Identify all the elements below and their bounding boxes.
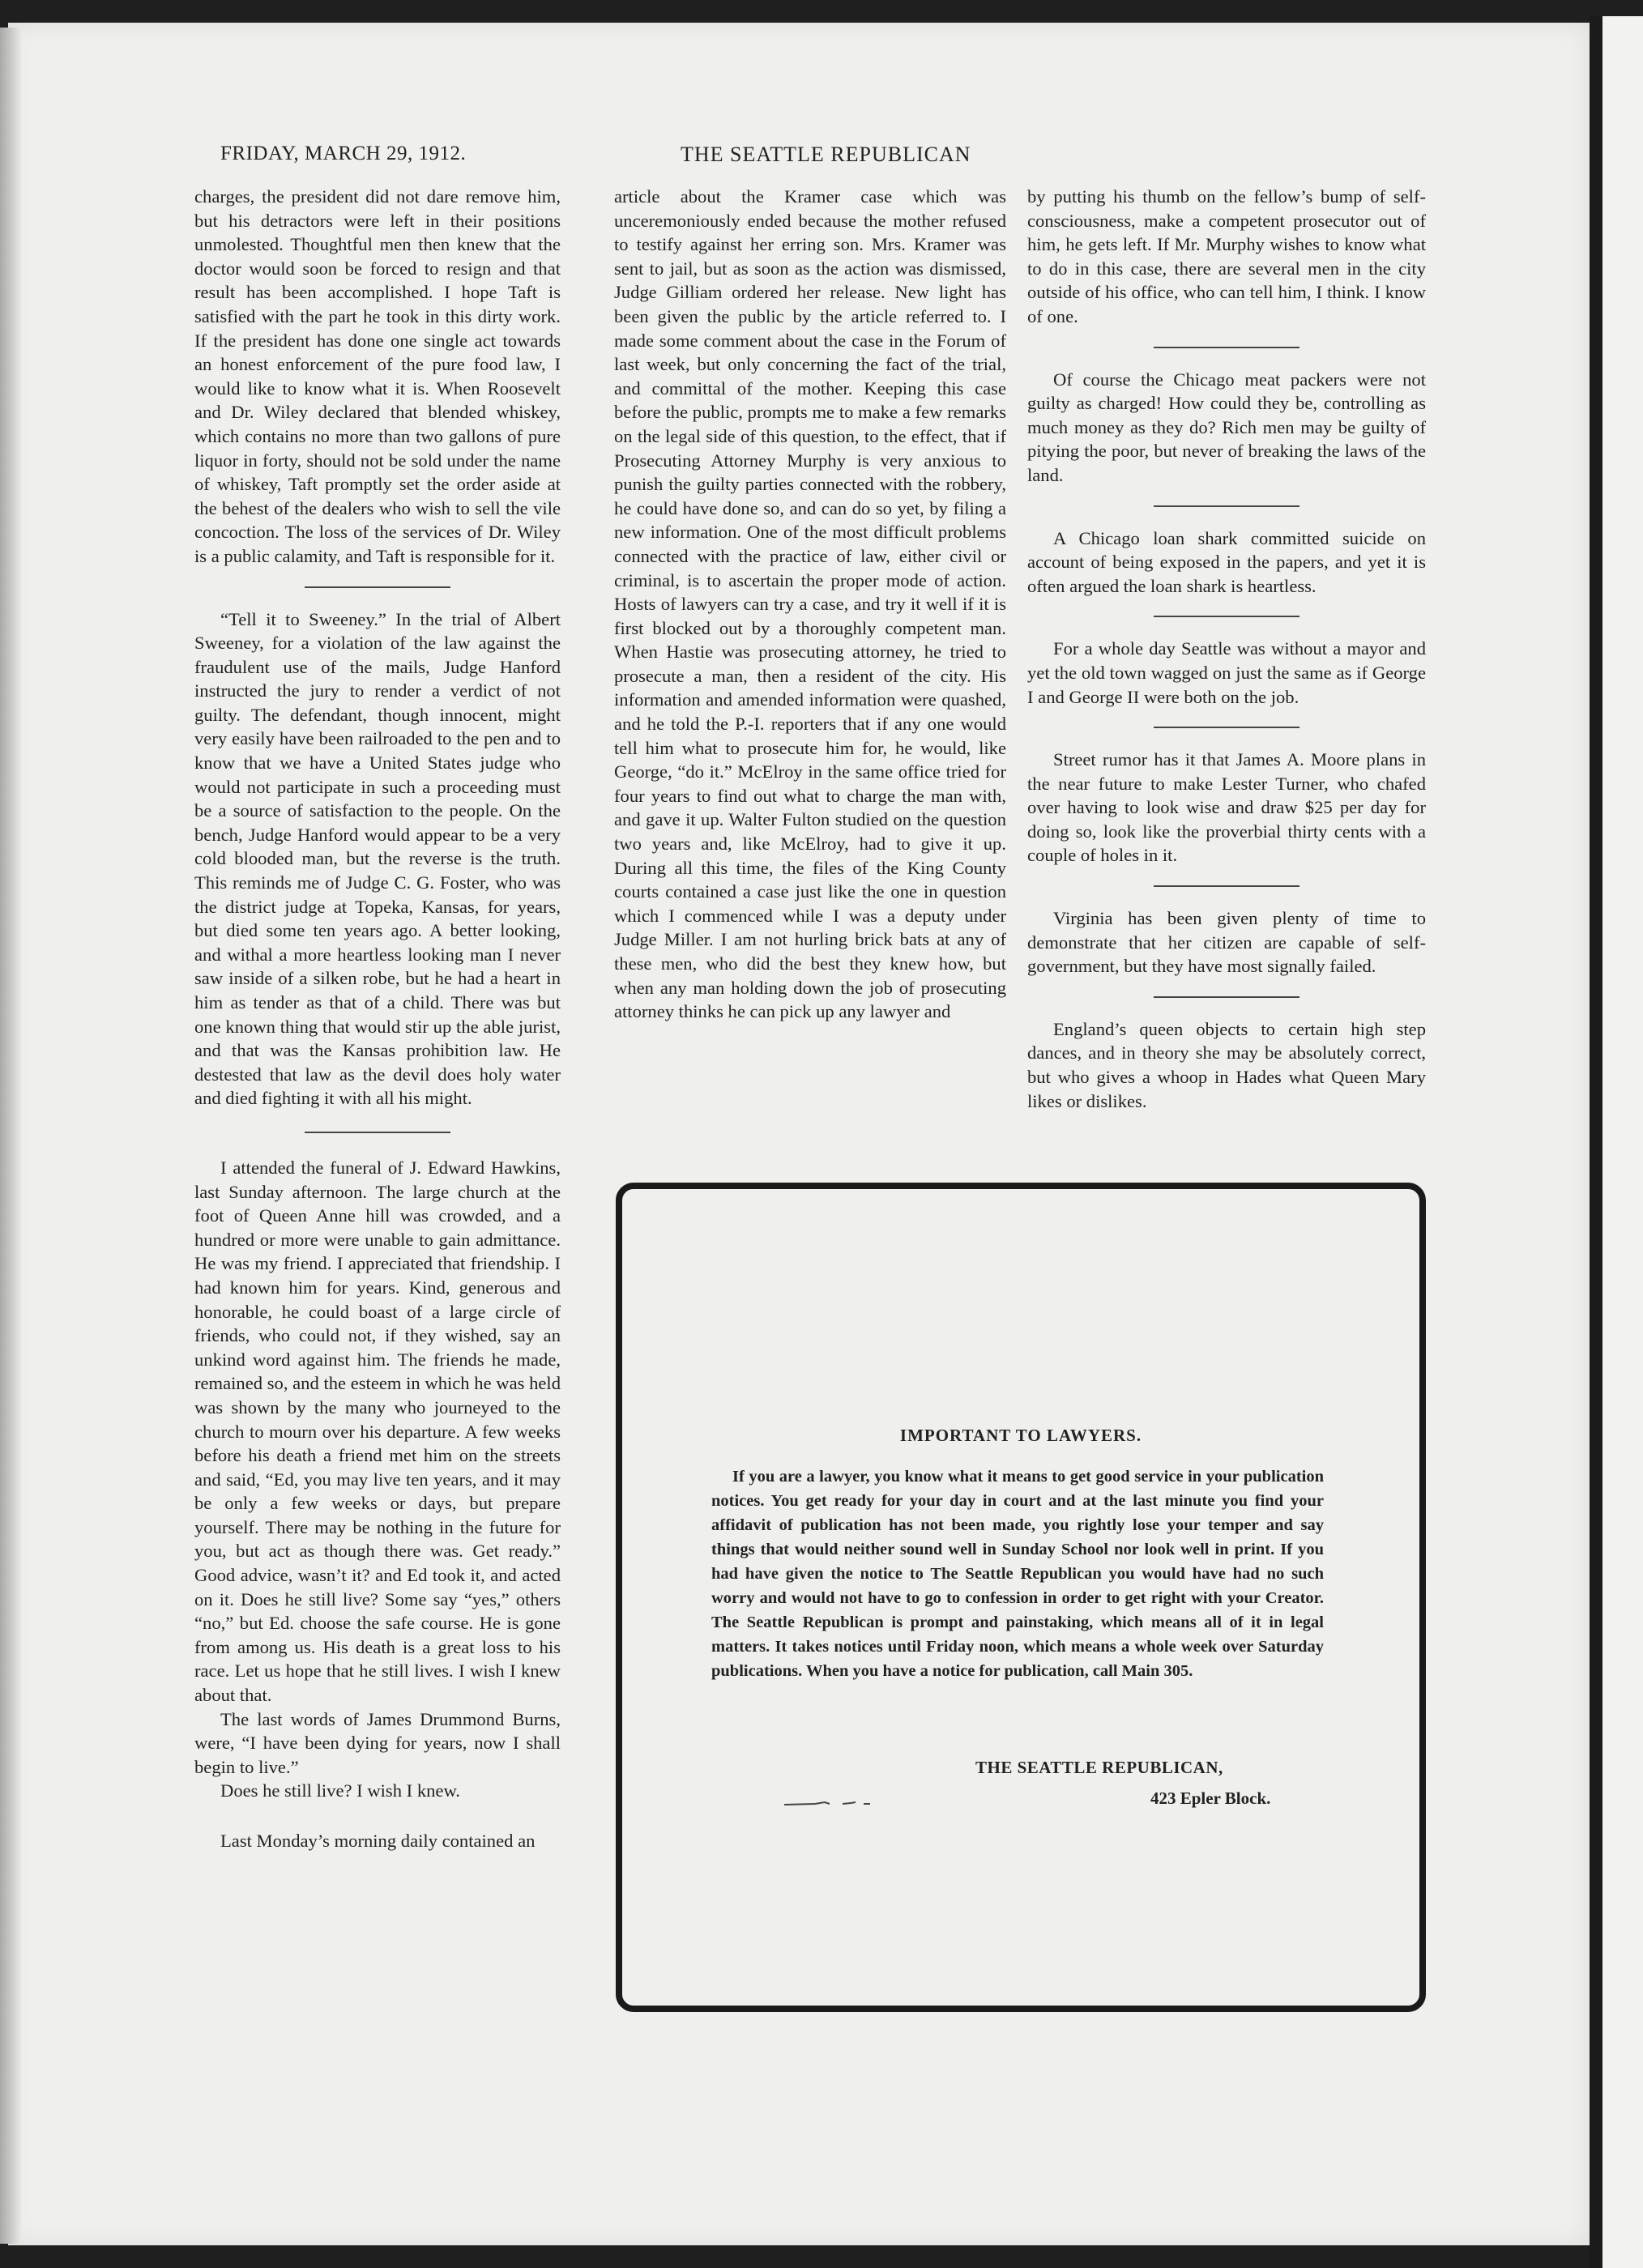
section-divider (305, 586, 450, 588)
article-paragraph: I attended the funeral of J. Edward Hawkins, last Sunday afternoon. The large church at the foot of Queen Anne hill was crowded, and a hundred or more were unable to gain admittance. He was my friend. I appreciated that friendship. I had known him for years. Kind, generous and honorable, he could boast of a large circle of friends, who could not, if they wished, say an unkind word against him. The friends he made, remained so, and the esteem in which he was held was shown by the many who journeyed to the church to mourn over his departure. A few weeks before his death a friend met him on the streets and said, “Ed, you may live ten years, and it may be only a few weeks or days, but prepare yourself. There may be nothing in the future for you, but act as though there was. Get ready.” Good advice, wasn’t it? and Ed took it, and acted on it. Does he still live? Some say “yes,” others “no,” but Ed. choose the safe course. He is gone from among us. His death is a great loss to his race. Let us hope that he still lives. I wish I knew about that. (194, 1157, 561, 1706)
article-paragraph: A Chicago loan shark committed suicide on account of being exposed in the papers, and yet it is often argued the loan shark is heartless. (1027, 527, 1426, 596)
issue-date: FRIDAY, MARCH 29, 1912. (220, 143, 467, 164)
article-paragraph: The last words of James Drummond Burns, were, “I have been dying for years, now I shall begin to live.” (194, 1708, 561, 1777)
column-3 (1027, 185, 1426, 1113)
advertisement-box (616, 1183, 1426, 2012)
article-paragraph: Virginia has been given plenty of time to demonstrate that her citizen are capable of self-government, but they have most signally failed. (1027, 908, 1426, 977)
ad-address: 423 Epler Block. (1150, 1788, 1271, 1808)
section-divider (1154, 885, 1299, 887)
article-paragraph: England’s queen objects to certain high step dances, and in theory she may be absolutely correct, but who gives a whoop in Hades what Queen Mary likes or dislikes. (1027, 1018, 1426, 1111)
article-paragraph: Of course the Chicago meat packers were not guilty as charged! How could they be, controlling as much money as they do? Rich men may be guilty of pitying the poor, but never of breaking the laws of the land. (1027, 369, 1426, 485)
ad-body: If you are a lawyer, you know what it means to get good service in your publication notices. You get ready for your day in court and at the last minute you find your affidavit of publication has not been made, you rightly lose your temper and say things that would neither sound well in Sunday School nor look well in print. If you had have given the notice to The Seattle Republican you would have had no such worry and would not have to go to confession in order to get right with your Creator. The Seattle Republican is prompt and painstaking, which means all of it in legal matters. It takes notices until Friday noon, which means a whole week over Saturday publications. When you have a notice for publication, call Main 305. (711, 1468, 1324, 1680)
section-divider (1154, 505, 1299, 507)
newspaper-title: THE SEATTLE REPUBLICAN (681, 143, 971, 166)
section-divider (1154, 996, 1299, 998)
ad-title: IMPORTANT TO LAWYERS. (899, 1426, 1142, 1445)
section-divider (1154, 727, 1299, 728)
section-divider (305, 1132, 450, 1133)
article-paragraph: by putting his thumb on the fellow’s bump of self-consciousness, make a competent prosecutor out of him, he gets left. If Mr. Murphy wishes to know what to do in this case, there are several men in the city outside of his office, who can tell him, I think. I know of one. (1027, 186, 1426, 326)
article-paragraph: Does he still live? I wish I knew. (220, 1780, 460, 1801)
column-2 (614, 185, 1006, 1024)
next-page-edge (1602, 16, 1643, 2268)
spacer (194, 1803, 561, 1829)
section-divider (1154, 616, 1299, 617)
ad-signature: THE SEATTLE REPUBLICAN, (975, 1758, 1223, 1777)
page-edge-shadow (1590, 16, 1602, 2268)
article-paragraph: Last Monday’s morning daily contained an (220, 1831, 536, 1851)
ink-scribble (783, 1798, 896, 1808)
article-paragraph: article about the Kramer case which was unceremoniously ended because the mother refused to testify against her erring son. Mrs. Kramer was sent to jail, but as soon as the action was dismissed, Judge Gilliam ordered her release. New light has been given the public by the article referred to. I made some comment about the case in the Forum of last week, but only concerning the fact of the trial, and committal of the mother. Keeping this case before the public, prompts me to make a few remarks on the legal side of this question, to the effect, that if Prosecuting Attorney Murphy is very anxious to punish the guilty parties connected with the robbery, he could have done so, and can do so yet, by filing a new information. One of the most difficult problems connected with the practice of law, either civil or criminal, is to ascertain the proper mode of action. Hosts of lawyers can try a case, and try it well if it is first blocked out by a thoroughly competent man. When Hastie was prosecuting attorney, he tried to prosecute a man, then a resident of the city. His information and amended information were quashed, and he told the P.-I. reporters that if any one would tell him what to prosecute him for, he would, like George, “do it.” McElroy in the same office tried for four years to find out what to charge the man with, and gave it up. Walter Fulton studied on the question two years and, like McElroy, had to give it up. During all this time, the files of the King County courts contained a case just like the one in question which I commenced while I was a deputy under Judge Miller. I am not hurling brick bats at any of these men, who did the best they knew how, but when any man holding down the job of prosecuting attorney thinks he can pick up any lawyer and (614, 186, 1006, 1022)
article-paragraph: For a whole day Seattle was without a mayor and yet the old town wagged on just the same as if George I and George II were both on the job. (1027, 638, 1426, 707)
book-spine (0, 28, 21, 2244)
column-1 (194, 185, 561, 1853)
section-divider (1154, 347, 1299, 348)
article-paragraph: charges, the president did not dare remove him, but his detractors were left in their positions unmolested. Thoughtful men then knew that the doctor would soon be forced to resign and that result has been accomplished. I hope Taft is satisfied with the part he took in this dirty work. If the president has done one single act towards an honest enforcement of the pure food law, I would like to know what it is. When Roosevelt and Dr. Wiley declared that blended whiskey, which contains no more than two gallons of pure liquor in forty, should not be sold under the name of whiskey, Taft promptly set the order aside at the behest of the dealers who wish to sell the vile concoction. The loss of the services of Dr. Wiley is a public calamity, and Taft is responsible for it. (194, 186, 561, 566)
article-paragraph: Street rumor has it that James A. Moore plans in the near future to make Lester Turner, who chafed over having to look wise and draw $25 per day for doing so, look like the proverbial thirty cents with a couple of holes in it. (1027, 749, 1426, 866)
article-paragraph: “Tell it to Sweeney.” In the trial of Albert Sweeney, for a violation of the law against the fraudulent use of the mails, Judge Hanford instructed the jury to render a verdict of not guilty. The defendant, though innocent, might very easily have been railroaded to the pen and to know that we have a United States judge who would not participate in such a proceeding must be a source of satisfaction to the people. On the bench, Judge Hanford would appear to be a very cold blooded man, but the reverse is the truth. This reminds me of Judge C. G. Foster, who was the district judge at Topeka, Kansas, for years, but died some ten years ago. A better looking, and withal a more heartless looking man I never saw inside of a silken robe, but he had a heart in him as tender as that of a child. There was but one known thing that would stir up the able jurist, and that was the Kansas prohibition law. He destested that law as the devil does holy water and died fighting it with all his might. (194, 608, 561, 1109)
